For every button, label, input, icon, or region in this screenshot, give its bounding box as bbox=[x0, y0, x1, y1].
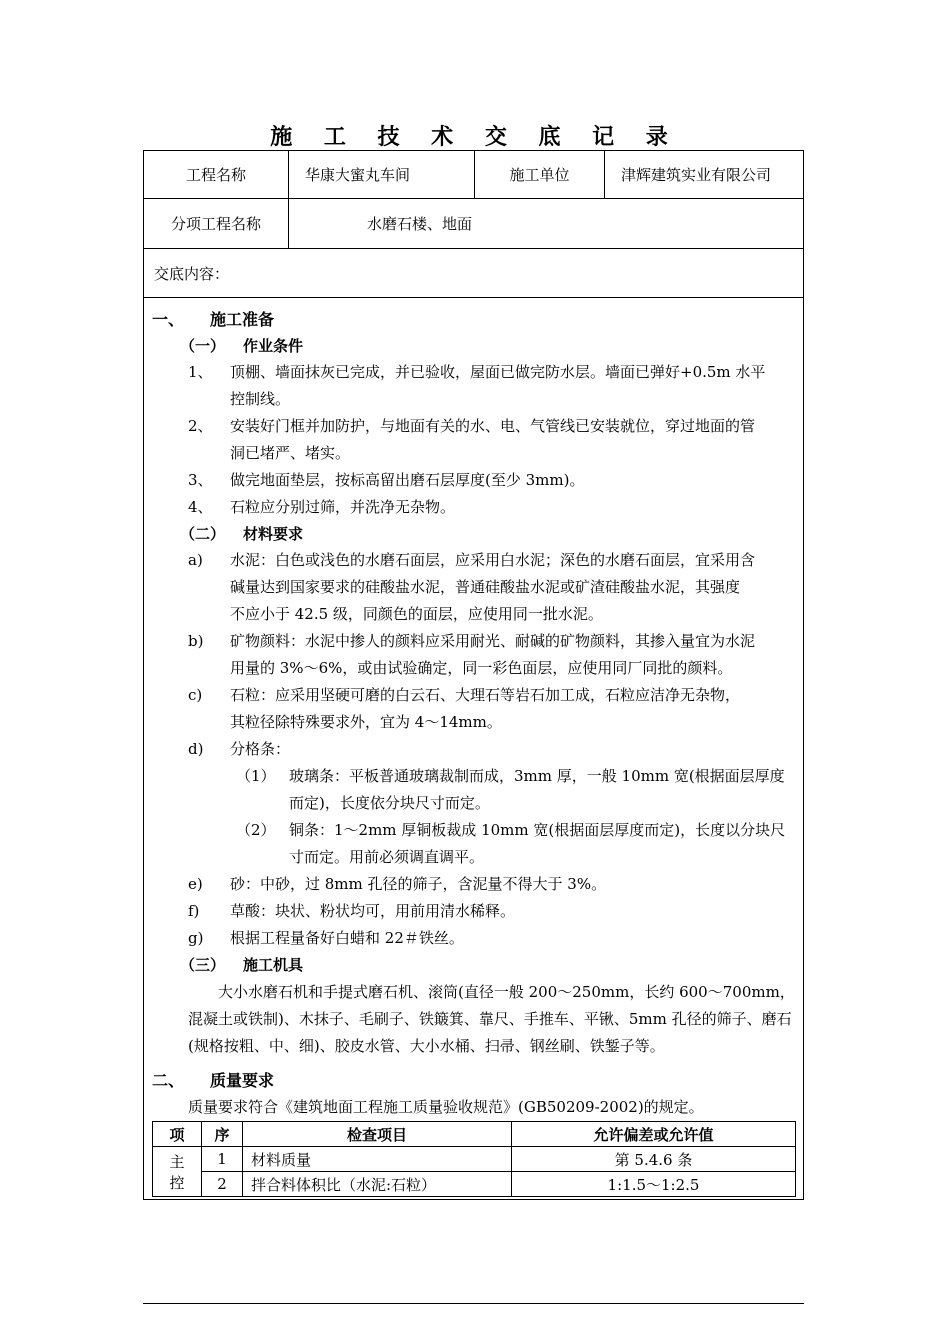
condition-2-line1: 安装好门框并加防护，与地面有关的水、电、气管线已安装就位，穿过地面的管 bbox=[230, 417, 756, 435]
condition-1-line1: 顶棚、墙面抹灰已完成，并已验收，屋面已做完防水层。墙面已弹好+0.5m 水平 bbox=[230, 363, 766, 381]
sub2-title: 材料要求 bbox=[243, 525, 304, 543]
row-value: 1:1.5～1:2.5 bbox=[512, 1172, 796, 1197]
condition-2-number: 2、 bbox=[188, 417, 213, 435]
condition-3-line1: 做完地面垫层，按标高留出磨石层厚度(至少 3mm)。 bbox=[230, 471, 585, 489]
project-name-label: 工程名称 bbox=[185, 166, 246, 184]
quality-intro: 质量要求符合《建筑地面工程施工质量验收规范》(GB50209-2002)的规定。 bbox=[188, 1098, 704, 1116]
tools-line3: (规格按粗、中、细)、胶皮水管、大小水桶、扫帚、钢丝刷、铁錾子等。 bbox=[188, 1037, 665, 1055]
sub-project-label: 分项工程名称 bbox=[170, 215, 261, 233]
row-seq: 1 bbox=[202, 1147, 243, 1172]
sub3-title: 施工机具 bbox=[243, 956, 304, 974]
footer-divider bbox=[143, 1303, 804, 1304]
section1-number: 一、 bbox=[152, 310, 185, 329]
category-line1: 主 bbox=[169, 1152, 185, 1171]
content-label: 交底内容： bbox=[154, 264, 230, 283]
material-c-number: c) bbox=[188, 686, 203, 704]
tools-line2: 混凝土或铁制)、木抹子、毛刷子、铁簸箕、靠尺、手推车、平锹、5mm 孔径的筛子、磨石 bbox=[188, 1010, 792, 1028]
sub3-number: （三） bbox=[180, 956, 226, 974]
row-value: 第 5.4.6 条 bbox=[512, 1147, 796, 1172]
material-b-number: b) bbox=[188, 632, 204, 650]
col-value: 允许偏差或允许值 bbox=[512, 1122, 796, 1147]
sub2-number: （二） bbox=[180, 525, 226, 543]
header-row-subproject bbox=[144, 199, 803, 249]
material-d2-line1: 铜条：1～2mm 厚铜板裁成 10mm 宽(根据面层厚度而定)，长度以分块尺 bbox=[289, 821, 786, 839]
material-a-line1: 水泥：白色或浅色的水磨石面层，应采用白水泥；深色的水磨石面层，宜采用含 bbox=[230, 551, 756, 569]
material-g-number: g) bbox=[188, 929, 204, 947]
row-item: 拌合料体积比（水泥:石粒） bbox=[243, 1172, 512, 1197]
material-d2-line2: 寸而定。用前必须调直调平。 bbox=[289, 848, 485, 866]
material-d1-line1: 玻璃条：平板普通玻璃裁制而成，3mm 厚，一般 10mm 宽(根据面层厚度 bbox=[289, 767, 785, 785]
material-g-line1: 根据工程量备好白蜡和 22＃铁丝。 bbox=[230, 929, 464, 947]
condition-3-number: 3、 bbox=[188, 471, 213, 489]
construction-unit-label: 施工单位 bbox=[474, 151, 604, 198]
section2-number: 二、 bbox=[152, 1071, 185, 1090]
quality-table-header bbox=[153, 1122, 796, 1147]
condition-4-number: 4、 bbox=[188, 498, 213, 516]
material-b-line1: 矿物颜料：水泥中掺人的颜料应采用耐光、耐碱的矿物颜料，其掺入量宜为水泥 bbox=[230, 632, 756, 650]
material-a-number: a) bbox=[188, 551, 203, 569]
construction-unit-value: 津辉建筑实业有限公司 bbox=[604, 151, 803, 198]
condition-2-line2: 洞已堵严、堵实。 bbox=[230, 444, 351, 462]
material-c-line2: 其粒径除特殊要求外，宜为 4～14mm。 bbox=[230, 713, 502, 731]
row-item: 材料质量 bbox=[243, 1147, 512, 1172]
sub-project-value: 水磨石楼、地面 bbox=[288, 199, 803, 248]
material-d1-number: （1） bbox=[236, 767, 276, 785]
section1-heading: 施工准备 bbox=[210, 310, 275, 329]
material-e-line1: 砂：中砂，过 8mm 孔径的筛子，含泥量不得大于 3%。 bbox=[230, 875, 607, 893]
material-d2-number: （2） bbox=[236, 821, 276, 839]
category-cell bbox=[153, 1147, 202, 1197]
material-b-line2: 用量的 3%～6%，或由试验确定，同一彩色面层，应使用同厂同批的颜料。 bbox=[230, 659, 733, 677]
col-item: 检查项目 bbox=[243, 1122, 512, 1147]
tools-line1: 大小水磨石机和手提式磨石机、滚筒(直径一般 200～250mm，长约 600～700mm， bbox=[218, 983, 795, 1001]
material-d-number: d) bbox=[188, 740, 204, 758]
material-f-number: f) bbox=[188, 902, 200, 920]
col-category: 项 bbox=[153, 1122, 202, 1147]
header-row-project bbox=[144, 151, 803, 199]
project-name-value: 华康大蜜丸车间 bbox=[288, 151, 474, 198]
condition-4-line1: 石粒应分别过筛，并洗净无杂物。 bbox=[230, 498, 456, 516]
condition-1-line2: 控制线。 bbox=[230, 390, 291, 408]
material-e-number: e) bbox=[188, 875, 203, 893]
material-c-line1: 石粒：应采用坚硬可磨的白云石、大理石等岩石加工成，石粒应洁净无杂物， bbox=[230, 686, 741, 704]
material-d1-line2: 而定)，长度依分块尺寸而定。 bbox=[289, 794, 490, 812]
sub1-title: 作业条件 bbox=[243, 337, 304, 355]
document-title: 施 工 技 术 交 底 记 录 bbox=[270, 124, 680, 150]
material-d-line1: 分格条： bbox=[230, 740, 291, 758]
table-row bbox=[153, 1172, 796, 1197]
condition-1-number: 1、 bbox=[188, 363, 213, 381]
category-line2: 控 bbox=[169, 1173, 185, 1192]
section2-heading: 质量要求 bbox=[210, 1071, 275, 1090]
row-seq: 2 bbox=[202, 1172, 243, 1197]
material-a-line3: 不应小于 42.5 级，同颜色的面层，应使用同一批水泥。 bbox=[230, 605, 603, 623]
table-row bbox=[153, 1147, 796, 1172]
material-f-line1: 草酸：块状、粉状均可，用前用清水稀释。 bbox=[230, 902, 516, 920]
quality-table bbox=[152, 1121, 796, 1197]
col-seq: 序 bbox=[202, 1122, 243, 1147]
sub1-number: （一） bbox=[180, 337, 226, 355]
header-row-content bbox=[144, 249, 803, 298]
material-a-line2: 碱量达到国家要求的硅酸盐水泥，普通硅酸盐水泥或矿渣硅酸盐水泥，其强度 bbox=[230, 578, 741, 596]
